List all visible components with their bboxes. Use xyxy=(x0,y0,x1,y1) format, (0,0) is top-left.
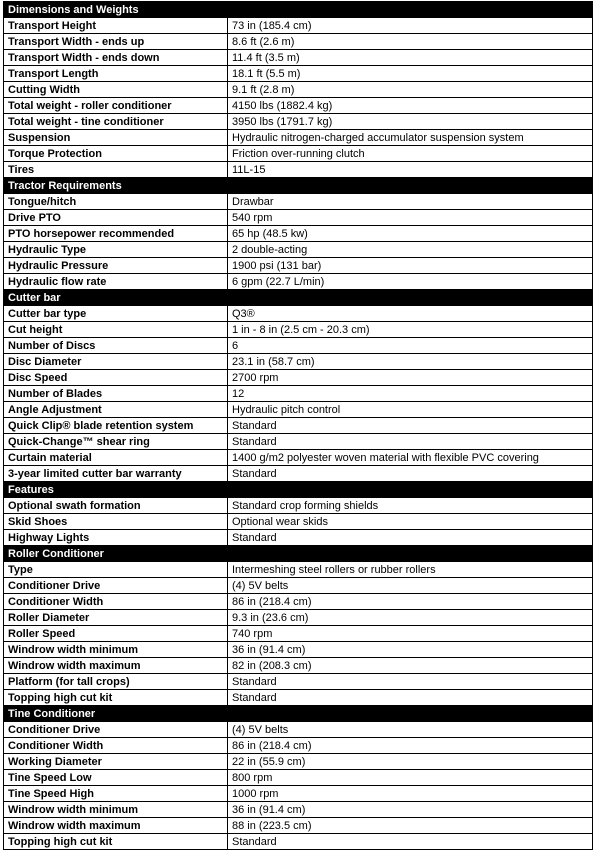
section-header xyxy=(4,2,593,18)
spec-label: Hydraulic flow rate xyxy=(4,274,228,290)
spec-label: Disc Speed xyxy=(4,370,228,386)
spec-value: Standard crop forming shields xyxy=(228,498,593,514)
spec-row xyxy=(4,642,593,658)
spec-label: Conditioner Width xyxy=(4,594,228,610)
spec-row xyxy=(4,418,593,434)
spec-row xyxy=(4,770,593,786)
spec-row xyxy=(4,514,593,530)
spec-row xyxy=(4,578,593,594)
spec-value: 6 xyxy=(228,338,593,354)
spec-row xyxy=(4,498,593,514)
spec-label: Roller Diameter xyxy=(4,610,228,626)
spec-value: 1400 g/m2 polyester woven material with flexible PVC covering xyxy=(228,450,593,466)
spec-value: 2700 rpm xyxy=(228,370,593,386)
spec-label: Conditioner Width xyxy=(4,738,228,754)
spec-row xyxy=(4,338,593,354)
spec-value: 540 rpm xyxy=(228,210,593,226)
spec-value: Drawbar xyxy=(228,194,593,210)
spec-value: Standard xyxy=(228,690,593,706)
spec-label: Transport Height xyxy=(4,18,228,34)
spec-value: Standard xyxy=(228,466,593,482)
spec-value: 82 in (208.3 cm) xyxy=(228,658,593,674)
spec-row xyxy=(4,402,593,418)
spec-label: Windrow width minimum xyxy=(4,642,228,658)
spec-row xyxy=(4,674,593,690)
spec-row xyxy=(4,738,593,754)
spec-value: (4) 5V belts xyxy=(228,578,593,594)
spec-value: 88 in (223.5 cm) xyxy=(228,818,593,834)
spec-value: 36 in (91.4 cm) xyxy=(228,642,593,658)
spec-value: 9.1 ft (2.8 m) xyxy=(228,82,593,98)
spec-label: Topping high cut kit xyxy=(4,834,228,850)
spec-row xyxy=(4,34,593,50)
spec-row xyxy=(4,610,593,626)
spec-label: Hydraulic Type xyxy=(4,242,228,258)
spec-row xyxy=(4,66,593,82)
spec-value: 1000 rpm xyxy=(228,786,593,802)
spec-row xyxy=(4,322,593,338)
spec-label: Windrow width maximum xyxy=(4,658,228,674)
spec-value: Optional wear skids xyxy=(228,514,593,530)
spec-value: Standard xyxy=(228,834,593,850)
spec-label: Conditioner Drive xyxy=(4,578,228,594)
spec-row xyxy=(4,162,593,178)
spec-label: Type xyxy=(4,562,228,578)
spec-value: 800 rpm xyxy=(228,770,593,786)
spec-value: 12 xyxy=(228,386,593,402)
spec-label: Drive PTO xyxy=(4,210,228,226)
spec-row xyxy=(4,258,593,274)
spec-row xyxy=(4,306,593,322)
spec-row xyxy=(4,50,593,66)
spec-value: Standard xyxy=(228,530,593,546)
section-header-blank xyxy=(228,2,593,18)
spec-value: 4150 lbs (1882.4 kg) xyxy=(228,98,593,114)
spec-row xyxy=(4,386,593,402)
section-title: Dimensions and Weights xyxy=(4,2,228,18)
spec-label: Cut height xyxy=(4,322,228,338)
spec-row xyxy=(4,130,593,146)
spec-value: 2 double-acting xyxy=(228,242,593,258)
spec-label: Working Diameter xyxy=(4,754,228,770)
spec-table xyxy=(3,1,593,850)
spec-label: Transport Length xyxy=(4,66,228,82)
spec-value: 11.4 ft (3.5 m) xyxy=(228,50,593,66)
spec-value: Q3® xyxy=(228,306,593,322)
spec-value: 22 in (55.9 cm) xyxy=(228,754,593,770)
spec-value: 86 in (218.4 cm) xyxy=(228,738,593,754)
spec-label: Windrow width maximum xyxy=(4,818,228,834)
spec-value: 65 hp (48.5 kw) xyxy=(228,226,593,242)
spec-value: Hydraulic pitch control xyxy=(228,402,593,418)
spec-row xyxy=(4,690,593,706)
spec-row xyxy=(4,354,593,370)
spec-label: Disc Diameter xyxy=(4,354,228,370)
spec-row xyxy=(4,802,593,818)
section-title: Tractor Requirements xyxy=(4,178,228,194)
spec-label: Cutter bar type xyxy=(4,306,228,322)
spec-row xyxy=(4,530,593,546)
spec-label: Transport Width - ends up xyxy=(4,34,228,50)
spec-label: Tires xyxy=(4,162,228,178)
spec-row xyxy=(4,274,593,290)
spec-label: Total weight - roller conditioner xyxy=(4,98,228,114)
spec-row xyxy=(4,594,593,610)
spec-label: Optional swath formation xyxy=(4,498,228,514)
spec-row xyxy=(4,562,593,578)
spec-table-body xyxy=(4,2,593,850)
spec-label: 3-year limited cutter bar warranty xyxy=(4,466,228,482)
spec-value: 8.6 ft (2.6 m) xyxy=(228,34,593,50)
spec-label: Highway Lights xyxy=(4,530,228,546)
section-header xyxy=(4,290,593,306)
spec-label: Tine Speed High xyxy=(4,786,228,802)
spec-value: 23.1 in (58.7 cm) xyxy=(228,354,593,370)
spec-label: Tine Speed Low xyxy=(4,770,228,786)
spec-row xyxy=(4,658,593,674)
spec-value: Standard xyxy=(228,418,593,434)
spec-value: Standard xyxy=(228,674,593,690)
section-header xyxy=(4,178,593,194)
section-header xyxy=(4,706,593,722)
spec-label: Number of Blades xyxy=(4,386,228,402)
spec-label: Torque Protection xyxy=(4,146,228,162)
spec-label: Number of Discs xyxy=(4,338,228,354)
spec-row xyxy=(4,98,593,114)
spec-row xyxy=(4,834,593,850)
spec-label: Angle Adjustment xyxy=(4,402,228,418)
section-header-blank xyxy=(228,178,593,194)
section-header-blank xyxy=(228,706,593,722)
spec-value: 11L-15 xyxy=(228,162,593,178)
spec-label: Suspension xyxy=(4,130,228,146)
spec-label: Conditioner Drive xyxy=(4,722,228,738)
spec-row xyxy=(4,242,593,258)
spec-row xyxy=(4,82,593,98)
spec-label: Total weight - tine conditioner xyxy=(4,114,228,130)
spec-row xyxy=(4,754,593,770)
spec-value: 1 in - 8 in (2.5 cm - 20.3 cm) xyxy=(228,322,593,338)
spec-label: Windrow width minimum xyxy=(4,802,228,818)
spec-value: 740 rpm xyxy=(228,626,593,642)
spec-label: Transport Width - ends down xyxy=(4,50,228,66)
spec-value: 1900 psi (131 bar) xyxy=(228,258,593,274)
spec-value: 86 in (218.4 cm) xyxy=(228,594,593,610)
spec-value: Friction over-running clutch xyxy=(228,146,593,162)
spec-row xyxy=(4,18,593,34)
spec-value: 9.3 in (23.6 cm) xyxy=(228,610,593,626)
spec-label: Skid Shoes xyxy=(4,514,228,530)
spec-row xyxy=(4,450,593,466)
spec-row xyxy=(4,466,593,482)
spec-value: (4) 5V belts xyxy=(228,722,593,738)
spec-row xyxy=(4,370,593,386)
spec-row xyxy=(4,722,593,738)
spec-label: PTO horsepower recommended xyxy=(4,226,228,242)
spec-row xyxy=(4,818,593,834)
spec-value: 73 in (185.4 cm) xyxy=(228,18,593,34)
spec-label: Topping high cut kit xyxy=(4,690,228,706)
section-header xyxy=(4,546,593,562)
spec-label: Quick Clip® blade retention system xyxy=(4,418,228,434)
spec-row xyxy=(4,626,593,642)
spec-label: Curtain material xyxy=(4,450,228,466)
spec-row xyxy=(4,194,593,210)
spec-value: 3950 lbs (1791.7 kg) xyxy=(228,114,593,130)
spec-label: Tongue/hitch xyxy=(4,194,228,210)
spec-value: 18.1 ft (5.5 m) xyxy=(228,66,593,82)
section-header-blank xyxy=(228,546,593,562)
spec-value: Hydraulic nitrogen-charged accumulator suspension system xyxy=(228,130,593,146)
spec-label: Cutting Width xyxy=(4,82,228,98)
spec-row xyxy=(4,114,593,130)
section-header-blank xyxy=(228,482,593,498)
spec-label: Platform (for tall crops) xyxy=(4,674,228,690)
spec-row xyxy=(4,146,593,162)
spec-row xyxy=(4,786,593,802)
spec-label: Hydraulic Pressure xyxy=(4,258,228,274)
spec-value: Intermeshing steel rollers or rubber rollers xyxy=(228,562,593,578)
section-header xyxy=(4,482,593,498)
spec-value: 6 gpm (22.7 L/min) xyxy=(228,274,593,290)
spec-row xyxy=(4,210,593,226)
section-title: Cutter bar xyxy=(4,290,228,306)
spec-label: Quick-Change™ shear ring xyxy=(4,434,228,450)
spec-value: Standard xyxy=(228,434,593,450)
section-header-blank xyxy=(228,290,593,306)
spec-label: Roller Speed xyxy=(4,626,228,642)
spec-row xyxy=(4,434,593,450)
spec-value: 36 in (91.4 cm) xyxy=(228,802,593,818)
section-title: Tine Conditioner xyxy=(4,706,228,722)
spec-row xyxy=(4,226,593,242)
section-title: Roller Conditioner xyxy=(4,546,228,562)
section-title: Features xyxy=(4,482,228,498)
